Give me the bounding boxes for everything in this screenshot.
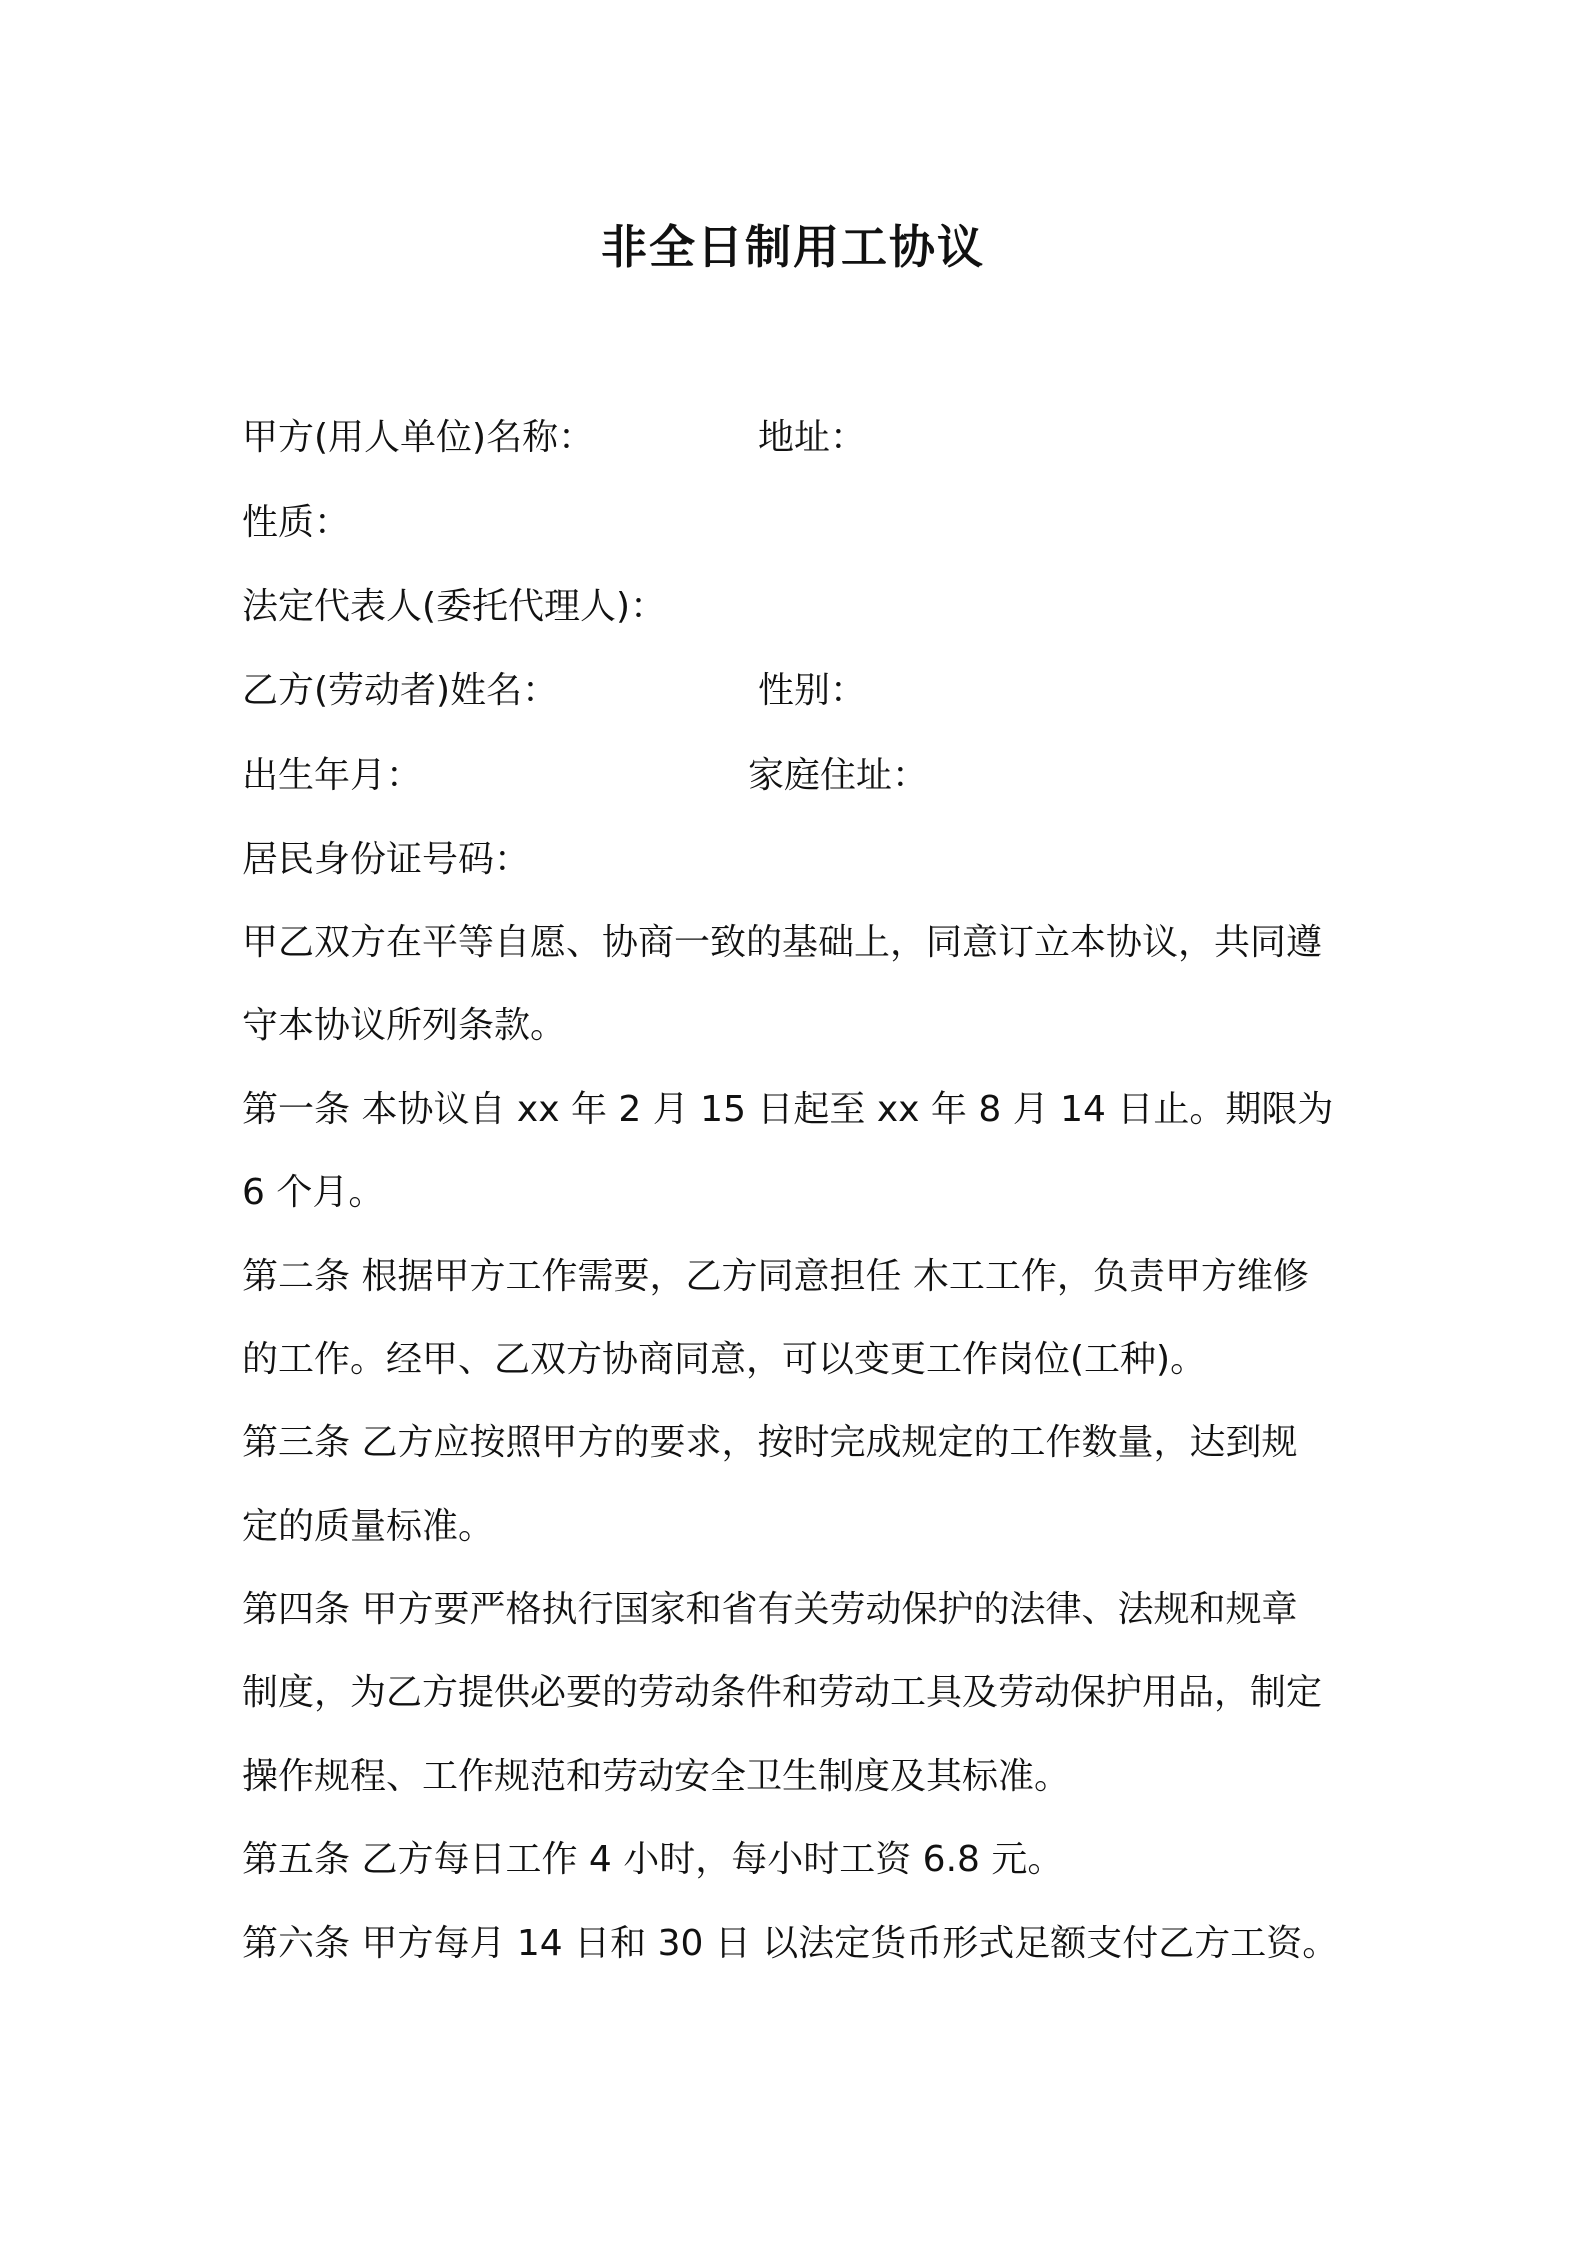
- article-4-line: 制度，为乙方提供必要的劳动条件和劳动工具及劳动保护用品，制定: [242, 1672, 1323, 1713]
- article-5-line: 第五条 乙方每日工作 4 小时，每小时工资 6.8 元。: [242, 1839, 1064, 1880]
- legal-representative-label: 法定代表人(委托代理人)：: [242, 586, 667, 627]
- party-b-name-label: 乙方(劳动者)姓名：: [242, 670, 559, 711]
- article-2-line: 的工作。经甲、乙双方协商同意，可以变更工作岗位(工种)。: [242, 1339, 1207, 1380]
- gender-label: 性别：: [758, 670, 867, 711]
- article-3-line: 第三条 乙方应按照甲方的要求，按时完成规定的工作数量，达到规: [242, 1422, 1298, 1463]
- document-title: 非全日制用工协议: [601, 220, 985, 274]
- home-address-label: 家庭住址：: [748, 755, 929, 796]
- nature-label: 性质：: [242, 502, 351, 543]
- article-3-line: 定的质量标准。: [242, 1506, 495, 1547]
- preamble-line: 甲乙双方在平等自愿、协商一致的基础上，同意订立本协议，共同遵: [242, 922, 1323, 963]
- article-4-line: 操作规程、工作规范和劳动安全卫生制度及其标准。: [242, 1756, 1071, 1797]
- preamble-line: 守本协议所列条款。: [242, 1005, 567, 1046]
- birth-date-label: 出生年月：: [242, 755, 423, 796]
- article-1-line: 第一条 本协议自 xx 年 2 月 15 日起至 xx 年 8 月 14 日止。期限为: [242, 1089, 1334, 1130]
- article-2-line: 第二条 根据甲方工作需要，乙方同意担任 木工工作，负责甲方维修: [242, 1256, 1309, 1297]
- article-6-line: 第六条 甲方每月 14 日和 30 日 以法定货币形式足额支付乙方工资。: [242, 1923, 1339, 1964]
- article-4-line: 第四条 甲方要严格执行国家和省有关劳动保护的法律、法规和规章: [242, 1589, 1298, 1630]
- party-a-name-label: 甲方(用人单位)名称：: [242, 417, 595, 458]
- party-a-address-label: 地址：: [758, 417, 867, 458]
- article-1-line: 6 个月。: [242, 1172, 385, 1213]
- id-number-label: 居民身份证号码：: [242, 839, 531, 880]
